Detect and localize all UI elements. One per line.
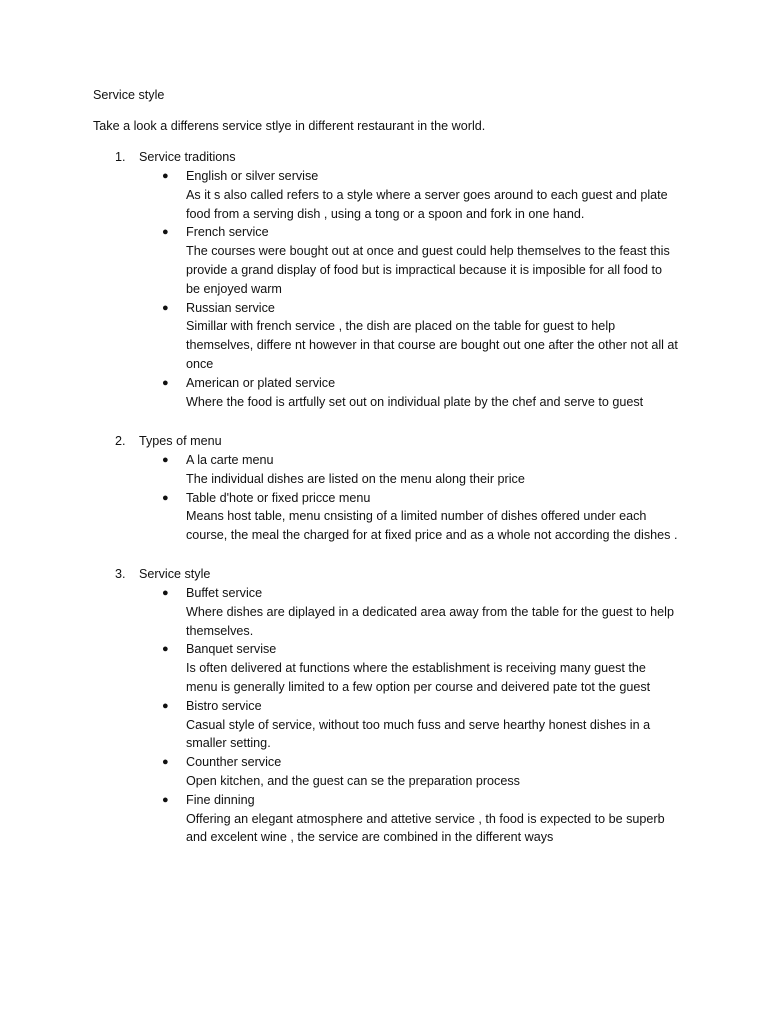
item-title: American or plated service bbox=[186, 375, 336, 390]
section-number: 2. bbox=[115, 434, 126, 448]
bullet-icon: ● bbox=[162, 793, 169, 806]
list-item bbox=[0, 753, 768, 791]
bullet-icon: ● bbox=[162, 454, 169, 466]
item-title: Counther service bbox=[186, 755, 282, 770]
section-number: 3. bbox=[115, 567, 126, 581]
bullet-icon: ● bbox=[162, 226, 169, 239]
bullet-icon: ● bbox=[162, 491, 169, 504]
item-title: A la carte menu bbox=[186, 453, 274, 467]
item-description: The courses were bought out at once and guest could help themselves to the feast this provide a grand display of food but is impractical because it is imposible for all food to be enjoyed warm bbox=[186, 244, 670, 296]
list-item bbox=[0, 489, 768, 545]
item-description: Casual style of service, without too much fuss and serve hearthy honest dishes in a smaller setting. bbox=[186, 717, 651, 751]
section-title: Types of menu bbox=[139, 434, 222, 448]
section-title: Service traditions bbox=[139, 150, 236, 164]
item-description: Open kitchen, and the guest can se the preparation process bbox=[186, 773, 520, 788]
item-title: French service bbox=[186, 225, 269, 240]
list-item bbox=[0, 791, 768, 847]
section-title-row bbox=[0, 565, 768, 584]
item-description: Simillar with french service , the dish are placed on the table for guest to help themselves, differe nt however in that course are bought out one after the other not all at once bbox=[186, 319, 678, 371]
bullet-icon: ● bbox=[162, 170, 169, 182]
item-description: Is often delivered at functions where the establishment is receiving many guest the menu is generally limited to a few option per course and deivered pate tot the guest bbox=[186, 661, 651, 694]
item-description: As it s also called refers to a style where a server goes around to each guest and plate food from a serving dish , using a tong or a spoon and fork in one hand. bbox=[186, 187, 668, 221]
section-service-style bbox=[0, 565, 768, 847]
document-heading: Service style bbox=[93, 88, 165, 102]
section-title: Service style bbox=[139, 567, 211, 581]
bullet-icon: ● bbox=[162, 756, 169, 769]
item-title: Buffet service bbox=[186, 586, 263, 600]
item-title: Fine dinning bbox=[186, 792, 255, 807]
item-title: Russian service bbox=[186, 300, 275, 315]
section-number: 1. bbox=[115, 150, 126, 164]
item-title: Banquet servise bbox=[186, 642, 277, 657]
list-item bbox=[0, 374, 768, 412]
item-description: The individual dishes are listed on the menu along their price bbox=[186, 471, 525, 486]
list-item bbox=[0, 640, 768, 696]
bullet-icon: ● bbox=[162, 643, 169, 656]
intro-paragraph: Take a look a differens service stlye in different restaurant in the world. bbox=[93, 119, 486, 133]
item-description: Where dishes are diplayed in a dedicated area away from the table for the guest to help themselves. bbox=[186, 604, 674, 638]
section-service-traditions bbox=[0, 148, 768, 411]
item-title: Table d'hote or fixed pricce menu bbox=[186, 490, 371, 505]
bullet-icon: ● bbox=[162, 376, 169, 389]
bullet-icon: ● bbox=[162, 301, 169, 314]
item-description: Where the food is artfully set out on individual plate by the chef and serve to guest bbox=[186, 394, 644, 409]
list-item bbox=[0, 223, 768, 298]
section-title-row bbox=[0, 432, 768, 451]
list-item bbox=[0, 584, 768, 640]
bullet-icon: ● bbox=[162, 699, 169, 712]
item-description: Means host table, menu cnsisting of a limited number of dishes offered under each course, the meal the charged for at fixed price and as a whole not according the dishes . bbox=[186, 509, 678, 543]
section-title-row bbox=[0, 148, 768, 167]
section-types-of-menu bbox=[0, 432, 768, 545]
item-title: English or silver servise bbox=[186, 169, 319, 183]
list-item bbox=[0, 451, 768, 489]
item-title: Bistro service bbox=[186, 698, 262, 713]
list-item bbox=[0, 167, 768, 223]
bullet-icon: ● bbox=[162, 587, 169, 599]
item-description: Offering an elegant atmosphere and attetive service , th food is expected to be superb and excelent wine , the service are combined in the different ways bbox=[186, 811, 665, 845]
list-item bbox=[0, 299, 768, 374]
list-item bbox=[0, 697, 768, 753]
